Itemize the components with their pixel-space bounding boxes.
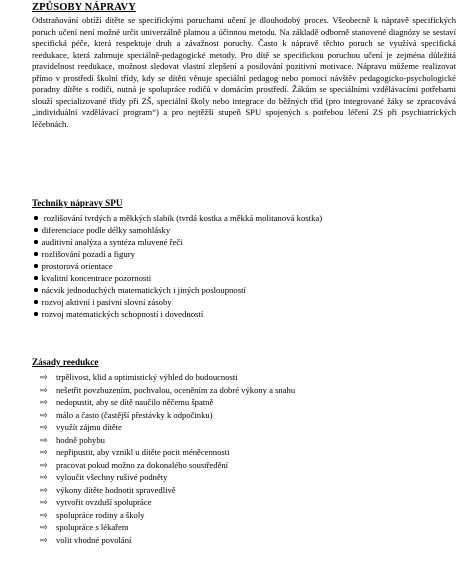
bullet-icon	[34, 228, 38, 232]
bullet-icon	[34, 288, 38, 292]
techniques-list	[34, 212, 322, 320]
arrow-right-icon: ⇨	[40, 423, 48, 433]
list-item: ⇨ trpělivost, klid a optimistický výhled do budoucnosti	[40, 372, 238, 383]
arrow-right-icon: ⇨	[40, 473, 48, 483]
list-item: prostorová orientace	[34, 260, 322, 272]
arrow-right-icon: ⇨	[40, 460, 48, 471]
list-item: ⇨ pracovat pokud možno za dokonalého soustředění	[40, 459, 229, 471]
arrow-right-icon: ⇨	[40, 410, 48, 421]
bullet-icon	[34, 312, 38, 316]
arrow-right-icon: ⇨	[40, 373, 48, 383]
arrow-right-icon: ⇨	[40, 385, 48, 396]
bullet-icon	[34, 276, 38, 280]
list-item: rozvoj matematických schopností i dovedností	[34, 308, 322, 320]
page-title: ZPŮSOBY NÁPRAVY	[32, 2, 136, 13]
list-item: kvalitní koncentrace pozornosti	[34, 272, 322, 284]
arrow-right-icon: ⇨	[40, 523, 48, 533]
list-item: ⇨ nepřipustit, aby vznikl u dítěte pocit méněcennosti	[40, 447, 230, 458]
arrow-right-icon: ⇨	[40, 398, 48, 408]
list-item: rozlišování pozadí a figury	[34, 248, 322, 260]
arrow-right-icon: ⇨	[40, 435, 48, 446]
bullet-icon	[34, 240, 38, 244]
arrow-right-icon: ⇨	[40, 510, 48, 521]
list-item: ⇨ spolupráce rodiny a školy	[40, 509, 145, 521]
list-item: rozlišování tvrdých a měkkých slabik (tvrdá kostka a měkká molitanová kostka)	[34, 212, 322, 224]
list-item: ⇨ málo a často (častější přestávky k odpočinku)	[40, 409, 213, 421]
list-item: nácvik jednoduchých matematických i jiných posloupností	[34, 284, 322, 296]
list-item: auditivní analýza a syntéza mluvené řeči	[34, 236, 322, 248]
list-item: rozvoj aktivní i pasivní slovní zásoby	[34, 296, 322, 308]
principles-heading: Zásady reedukce	[32, 357, 99, 367]
list-item: ⇨ výkony dítěte hodnotit spravedlivě	[40, 484, 176, 496]
list-item: ⇨ nedopustit, aby se dítě naučilo něčemu špatně	[40, 397, 214, 408]
techniques-heading: Techniky nápravy SPU	[32, 198, 123, 208]
intro-paragraph: Odstraňování obtíží dítěte se specifickými poruchami učení je dlouhodobý proces. Všeobecně k nápravě specifických poruch učení není možné určit univerzálně platnou a účinnou metodu. Na základě odborně stanovené diagnózy se sestaví specifická péče, která respektuje druh a závažnost poruchy. Často k nápravě těchto poruch se využívá specifická reedukace, která zahrnuje speciálně-pedagogické metody. Pro dítě se specifickou poruchou učení je zejména důležitá pravidelnost reedukace, možnost sledovat vlastní zlepšení a posilování pozitivní motivace. Nápravu můžeme realizovat přímo v prostředí školní třídy, kdy se dítěti věnuje speciální pedagog nebo pomocí návštěv pedagogicko-psychologické poradny dítěte s rodiči, nutná je spolupráce rodičů v domácím prostředí. Žákům se speciálními vzdělávacími potřebami slouží specializované třídy při ZŠ, speciální školy nebo integrace do běžných tříd (pro integrované žáky se zpracovává „individuální vzdělávací program“) a pro nejtěžší stupeň SPU spojených s potřebou léčení ZS při psychiatrických léčebnách.	[32, 15, 456, 129]
bullet-icon	[34, 264, 38, 268]
list-item: ⇨ nešetřit povzbuzením, pochvalou, oceněním za dobré výkony a snahu	[40, 384, 296, 396]
list-item: ⇨ využít zájmu dítěte	[40, 422, 122, 433]
list-item: ⇨ volit vhodné povolání	[40, 534, 132, 546]
arrow-right-icon: ⇨	[40, 498, 48, 508]
list-item: diferenciace podle délky samohlásky	[34, 224, 322, 236]
list-item: ⇨ hodně pohybu	[40, 434, 105, 446]
bullet-icon	[34, 216, 38, 220]
arrow-right-icon: ⇨	[40, 535, 48, 546]
bullet-icon	[34, 252, 38, 256]
list-item: ⇨ vytvořit ovzduší spolupráce	[40, 497, 152, 508]
arrow-right-icon: ⇨	[40, 448, 48, 458]
arrow-right-icon: ⇨	[40, 485, 48, 496]
bullet-icon	[34, 300, 38, 304]
list-item: ⇨ spolupráce s lékařem	[40, 522, 129, 533]
principles-list	[40, 371, 295, 546]
list-item: ⇨ vyloučit všechny rušivé podněty	[40, 472, 168, 483]
